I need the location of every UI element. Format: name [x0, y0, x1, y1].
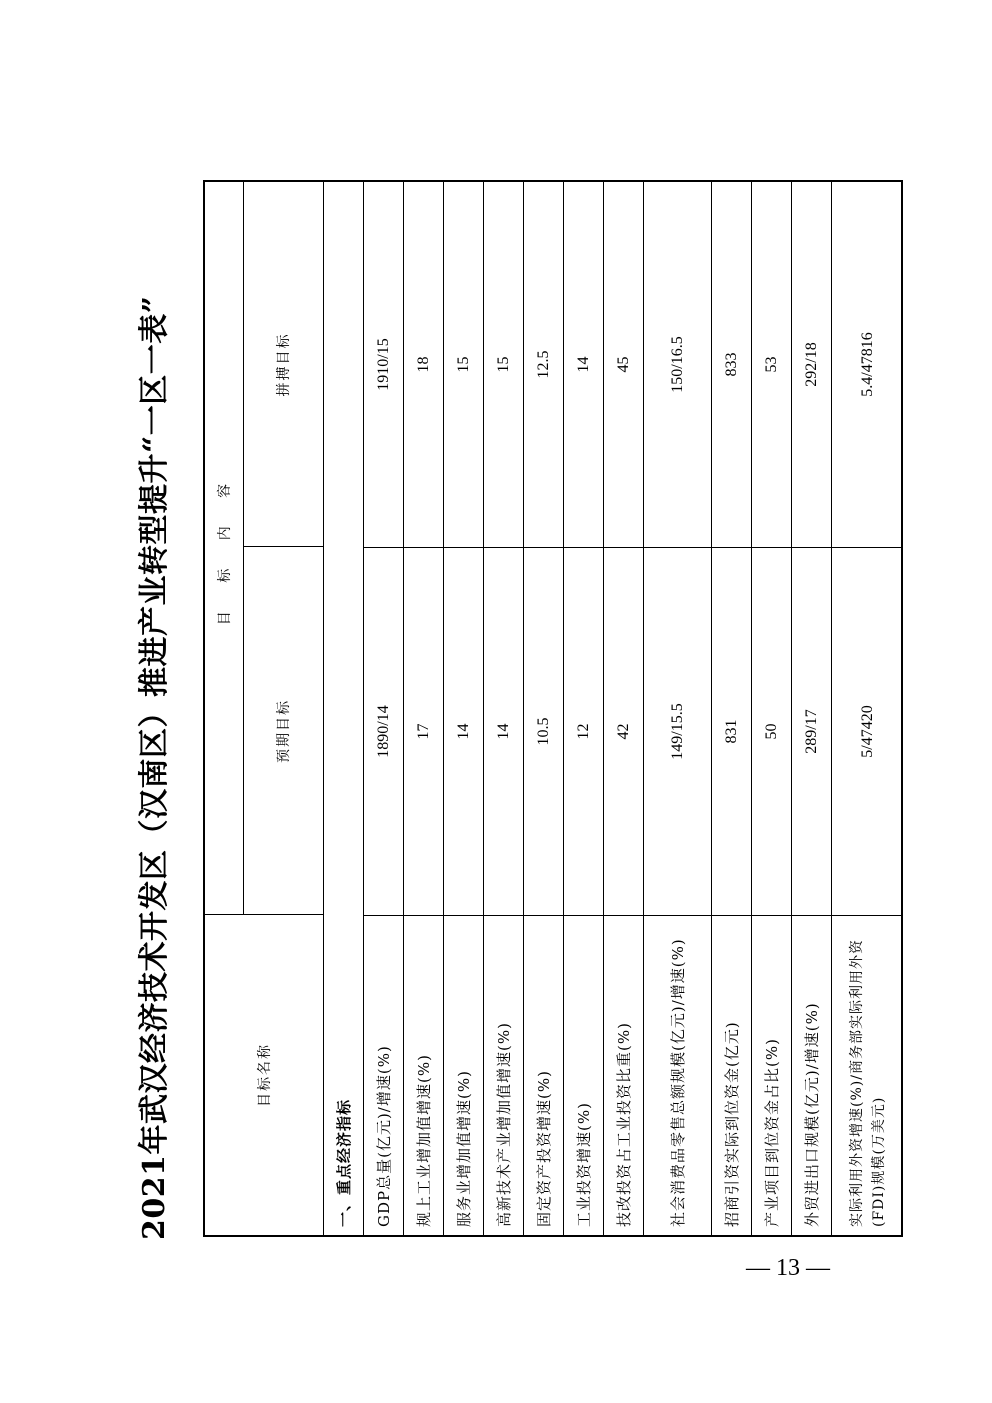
row-expected: 50 [752, 547, 791, 915]
table-row [483, 182, 523, 1235]
row-name: 产业项目到位资金占比(%) [752, 915, 791, 1235]
row-expected: 14 [484, 547, 523, 915]
row-expected: 1890/14 [364, 547, 403, 915]
row-stretch: 1910/15 [374, 338, 392, 391]
rotated-page [130, 190, 905, 1250]
target-table [203, 180, 903, 1237]
table-row [603, 182, 643, 1235]
row-expected: 10.5 [524, 547, 563, 915]
table-row [751, 182, 791, 1235]
row-expected: 831 [712, 547, 751, 915]
section-label: 一、重点经济指标 [334, 1098, 353, 1227]
section-row [323, 182, 363, 1235]
row-stretch: 18 [414, 356, 432, 373]
header-expected-target: 预期目标 [243, 546, 323, 915]
row-name: 固定资产投资增速(%) [524, 915, 563, 1235]
row-name: 服务业增加值增速(%) [444, 915, 483, 1235]
row-stretch: 14 [574, 356, 592, 373]
row-stretch: 5.4/47816 [858, 332, 876, 397]
row-expected: 17 [404, 547, 443, 915]
row-expected: 5/47420 [832, 547, 903, 915]
table-row [403, 182, 443, 1235]
row-name: 技改投资占工业投资比重(%) [604, 915, 643, 1235]
row-name: GDP总量(亿元)/增速(%) [364, 915, 403, 1235]
row-name: 规上工业增加值增速(%) [404, 915, 443, 1235]
row-name: 外贸进出口规模(亿元)/增速(%) [792, 915, 831, 1235]
table-row [523, 182, 563, 1235]
row-name: 实际利用外资增速(%)/商务部实际利用外资(FDI)规模(万美元) [832, 915, 903, 1235]
table-row [443, 182, 483, 1235]
row-expected: 12 [564, 547, 603, 915]
row-stretch: 45 [614, 356, 632, 373]
row-stretch: 15 [454, 356, 472, 373]
table-row [791, 182, 831, 1235]
row-name: 社会消费品零售总额规模(亿元)/增速(%) [644, 915, 711, 1235]
header-stretch-target: 拼搏目标 [276, 332, 292, 397]
row-expected: 14 [444, 547, 483, 915]
table-row [711, 182, 751, 1235]
row-name: 高新技术产业增加值增速(%) [484, 915, 523, 1235]
row-name: 招商引资实际到位资金(亿元) [712, 915, 751, 1235]
header-target-name: 目标名称 [205, 914, 323, 1235]
table-row [363, 182, 403, 1235]
row-stretch: 292/18 [802, 342, 820, 387]
table-row [643, 182, 711, 1235]
row-expected: 289/17 [792, 547, 831, 915]
row-expected: 42 [604, 547, 643, 915]
document-title: 2021年武汉经济技术开发区（汉南区）推进产业转型提升“一区一表” [137, 295, 172, 1240]
table-row [563, 182, 603, 1235]
table-row [831, 182, 903, 1235]
row-stretch: 150/16.5 [668, 336, 686, 393]
row-stretch: 12.5 [534, 350, 552, 379]
row-stretch: 15 [494, 356, 512, 373]
row-expected: 149/15.5 [644, 547, 711, 915]
header-target-content: 目 标 内 容 [205, 182, 244, 915]
page-number: — 13 — [746, 1255, 830, 1281]
row-name: 工业投资增速(%) [564, 915, 603, 1235]
row-stretch: 833 [722, 352, 740, 377]
row-stretch: 53 [762, 356, 780, 373]
